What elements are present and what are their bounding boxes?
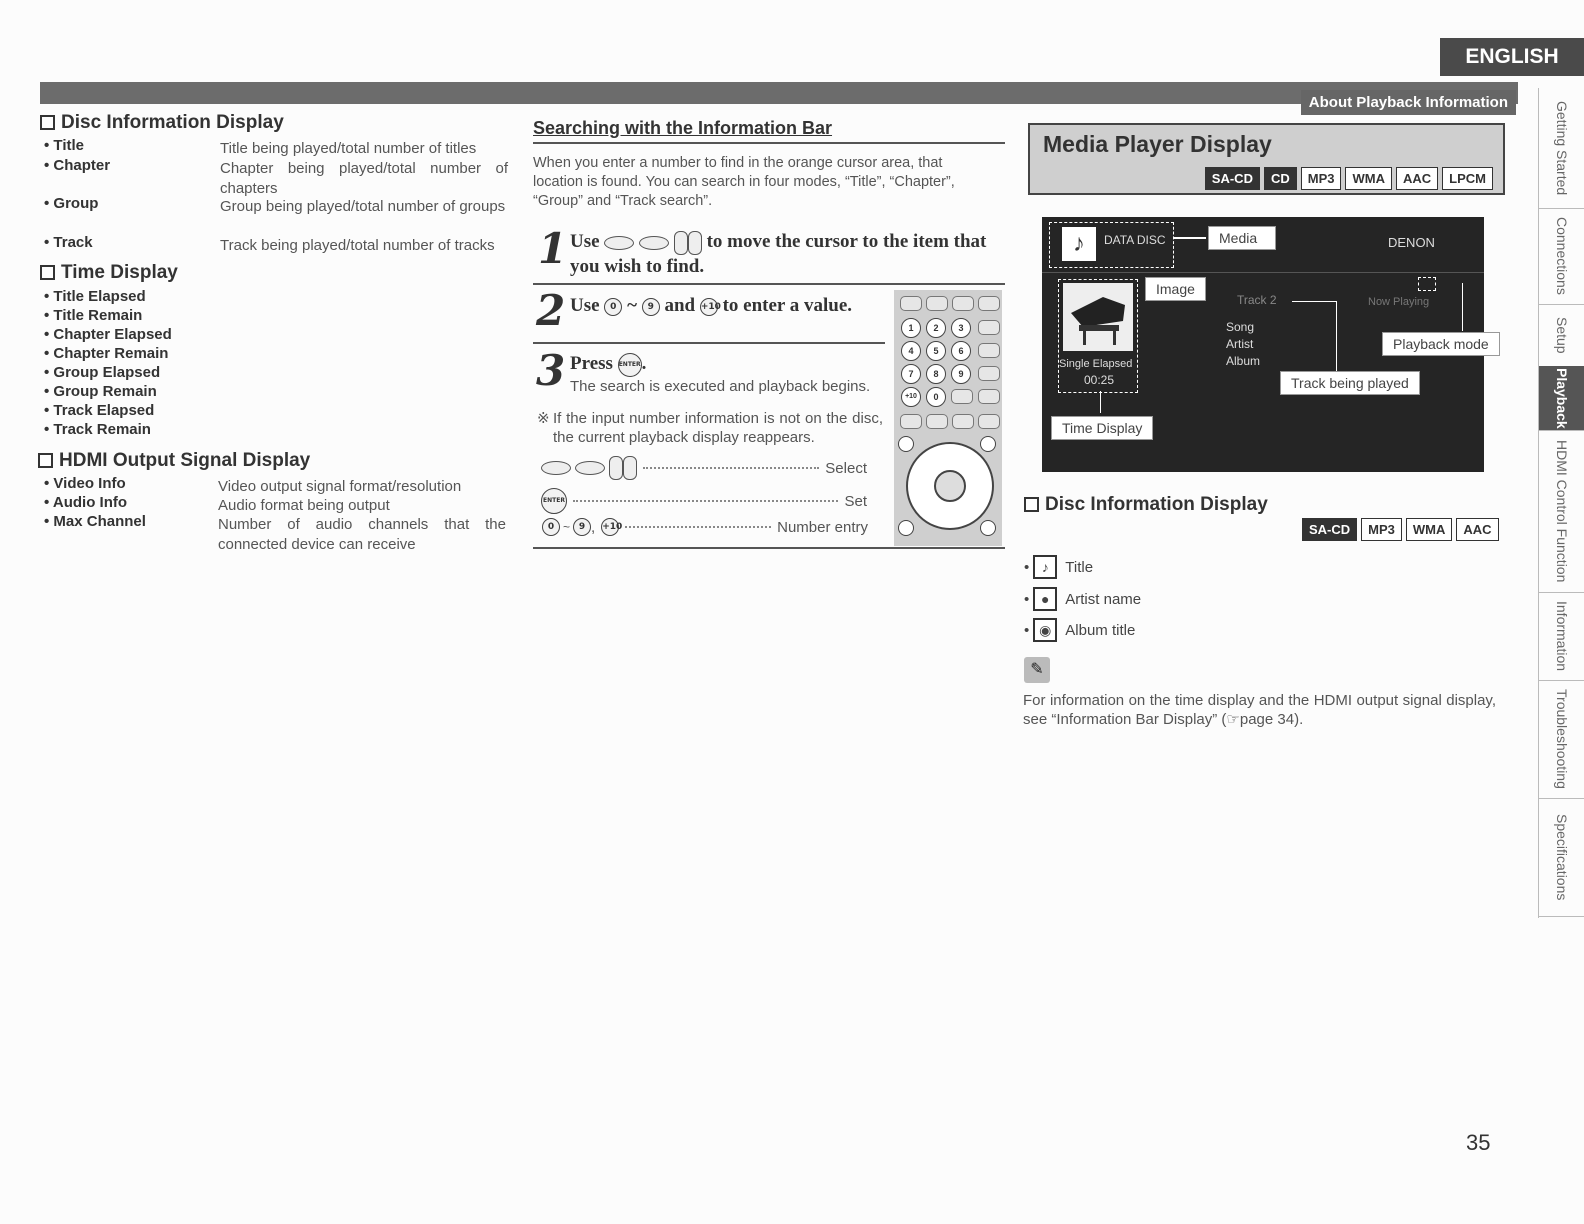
step2-text: Use 0 ~ 9 and +10 to enter a value. xyxy=(570,295,853,316)
divider xyxy=(1042,272,1484,273)
callout-line xyxy=(1292,301,1336,302)
desc-audio-info: Audio format being output xyxy=(218,497,390,514)
remote-button xyxy=(898,436,914,452)
disc-label: DATA DISC xyxy=(1104,233,1166,247)
nine-button-icon: 9 xyxy=(573,518,591,536)
disc-info-note: For information on the time display and the HDMI output signal display, see “Information Bar Display” (☞page 34). xyxy=(1023,692,1496,728)
divider xyxy=(533,342,885,344)
checkbox-icon xyxy=(40,265,55,280)
time-item: • Chapter Remain xyxy=(44,345,169,362)
remote-button xyxy=(926,414,948,429)
term-track: • Track xyxy=(44,234,93,251)
brand-label: DENON xyxy=(1388,235,1435,250)
callout-line xyxy=(1100,391,1101,413)
remote-key-2: 2 xyxy=(926,318,946,338)
remote-key-8: 8 xyxy=(926,364,946,384)
format-badges xyxy=(1201,167,1493,190)
step-number: 3 xyxy=(536,346,566,395)
page-reference-icon: ☞ xyxy=(1226,711,1240,728)
artist-label: Artist xyxy=(1226,337,1254,351)
enter-button-icon: ENTER xyxy=(541,488,567,514)
plus10-button-icon: +10 xyxy=(601,518,619,536)
remote-button xyxy=(978,320,1000,335)
term-audio-info: • Audio Info xyxy=(44,494,128,511)
divider xyxy=(533,283,1005,285)
enter-button-icon xyxy=(934,470,966,502)
term-video-info: • Video Info xyxy=(44,475,126,492)
time-label: Single Elapsed xyxy=(1059,358,1133,370)
remote-key-9: 9 xyxy=(951,364,971,384)
language-tab: ENGLISH xyxy=(1440,38,1584,76)
desc-video-info: Video output signal format/resolution xyxy=(218,478,462,495)
piano-icon xyxy=(1063,283,1133,351)
badge-wma: WMA xyxy=(1406,518,1453,541)
badge-mp3: MP3 xyxy=(1361,518,1402,541)
side-tab-setup[interactable]: Setup xyxy=(1539,304,1584,367)
checkbox-icon xyxy=(38,453,53,468)
now-playing-label: Now Playing xyxy=(1368,296,1430,308)
up-arrow-button-icon xyxy=(604,236,634,250)
media-player-title: Media Player Display xyxy=(1043,131,1272,157)
step-number: 1 xyxy=(538,224,568,273)
disc-info-heading: Disc Information Display xyxy=(40,112,284,134)
media-player-title-box xyxy=(1028,123,1505,195)
time-item: • Chapter Elapsed xyxy=(44,326,172,343)
enter-button-icon: ENTER xyxy=(618,353,642,377)
side-tab-specifications[interactable]: Specifications xyxy=(1539,798,1584,917)
right-arrow-button-icon xyxy=(623,456,637,480)
play-mode-icon xyxy=(1418,277,1436,291)
time-item: • Title Elapsed xyxy=(44,288,146,305)
step3-sub: The search is executed and playback begins. xyxy=(570,378,871,395)
page-number: 35 xyxy=(1466,1130,1491,1155)
remote-key-4: 4 xyxy=(901,341,921,361)
right-arrow-button-icon xyxy=(688,231,702,255)
song-label: Song xyxy=(1226,320,1255,334)
disc-info-heading-2: Disc Information Display xyxy=(1024,494,1268,516)
left-arrow-button-icon xyxy=(674,231,688,255)
time-value: 00:25 xyxy=(1084,373,1115,387)
zero-button-icon: 0 xyxy=(542,518,560,536)
section-label: About Playback Information xyxy=(1301,90,1516,115)
desc-group: Group being played/total number of groups xyxy=(220,198,506,215)
hdmi-heading: HDMI Output Signal Display xyxy=(38,450,310,472)
step1-text: Use to move the cursor to the item that you wish to find. xyxy=(570,231,987,277)
legend-select: Select xyxy=(541,456,867,480)
badge-aac: AAC xyxy=(1396,167,1438,190)
side-tab-troubleshooting[interactable]: Troubleshooting xyxy=(1539,680,1584,799)
dotted-leader xyxy=(573,500,838,502)
nine-button-icon: 9 xyxy=(642,298,660,316)
pencil-note-icon: ✎ xyxy=(1024,657,1050,683)
remote-button xyxy=(900,414,922,429)
info-item-title: • ♪ Title xyxy=(1024,555,1093,579)
up-arrow-button-icon xyxy=(541,461,571,475)
search-heading: Searching with the Information Bar xyxy=(533,118,833,138)
remote-button xyxy=(926,296,948,311)
artist-icon: ● xyxy=(1033,587,1057,611)
badge-sa-cd: SA-CD xyxy=(1302,518,1357,541)
format-badges-2 xyxy=(1298,518,1499,541)
album-label: Album xyxy=(1226,354,1261,368)
term-max-channel: • Max Channel xyxy=(44,513,146,530)
remote-button xyxy=(978,414,1000,429)
callout-image: Image xyxy=(1145,277,1206,301)
callout-arrow xyxy=(1174,237,1206,239)
remote-button xyxy=(898,520,914,536)
remote-button xyxy=(952,414,974,429)
header-bar xyxy=(40,82,1518,104)
side-tab-playback[interactable]: Playback xyxy=(1539,366,1584,431)
remote-key-6: 6 xyxy=(951,341,971,361)
remote-button xyxy=(900,296,922,311)
album-art-image xyxy=(1063,283,1133,351)
search-intro: When you enter a number to find in the orange cursor area, that location is found. You can search in four modes, “Title”, “Chapter”, “Group” and “Track search”. xyxy=(533,155,955,209)
callout-track-being-played: Track being played xyxy=(1280,371,1420,395)
track-label: Track 2 xyxy=(1237,293,1277,307)
badge-aac: AAC xyxy=(1456,518,1498,541)
badge-mp3: MP3 xyxy=(1301,167,1342,190)
time-item: • Track Elapsed xyxy=(44,402,155,419)
step-number: 2 xyxy=(536,286,566,335)
info-item-album: • ◉ Album title xyxy=(1024,618,1135,642)
time-item: • Group Remain xyxy=(44,383,157,400)
badge-sa-cd: SA-CD xyxy=(1205,167,1260,190)
desc-chapter: Chapter being played/total number of chapters xyxy=(220,160,508,197)
time-display-heading: Time Display xyxy=(40,262,178,284)
badge-cd: CD xyxy=(1264,167,1297,190)
callout-time-display: Time Display xyxy=(1051,416,1153,440)
dotted-leader xyxy=(643,467,819,469)
album-icon: ◉ xyxy=(1033,618,1057,642)
callout-playback-mode: Playback mode xyxy=(1382,332,1500,356)
music-note-icon: ♪ xyxy=(1033,555,1057,579)
divider xyxy=(533,142,1005,144)
remote-key-7: 7 xyxy=(901,364,921,384)
side-tab-information[interactable]: Information xyxy=(1539,592,1584,681)
search-note: If the input number information is not on the disc, the current playback display reappears. xyxy=(553,410,883,446)
remote-key-0: 0 xyxy=(926,387,946,407)
badge-lpcm: LPCM xyxy=(1442,167,1493,190)
side-tab-connections[interactable]: Connections xyxy=(1539,208,1584,305)
remote-control-illustration xyxy=(894,290,1002,546)
side-tab-bar xyxy=(1538,88,1584,918)
remote-button xyxy=(980,520,996,536)
info-item-artist: • ● Artist name xyxy=(1024,587,1141,611)
remote-button xyxy=(978,296,1000,311)
zero-button-icon: 0 xyxy=(604,298,622,316)
remote-key-5: 5 xyxy=(926,341,946,361)
term-chapter: • Chapter xyxy=(44,157,111,174)
remote-button xyxy=(978,343,1000,358)
callout-line xyxy=(1462,283,1463,331)
time-item: • Title Remain xyxy=(44,307,143,324)
time-item: • Group Elapsed xyxy=(44,364,161,381)
checkbox-icon xyxy=(1024,497,1039,512)
desc-track: Track being played/total number of tracks xyxy=(220,237,495,254)
remote-key-1: 1 xyxy=(901,318,921,338)
remote-key-plus10: +10 xyxy=(901,387,921,407)
divider xyxy=(533,547,1005,549)
legend-number-entry: 0 ~ 9 , +10 Number entry xyxy=(542,518,868,536)
term-group: • Group xyxy=(44,195,99,212)
plus10-button-icon: +10 xyxy=(700,298,718,316)
side-tab-hdmi-control[interactable]: HDMI Control Function xyxy=(1539,430,1584,593)
term-title: • Title xyxy=(44,137,84,154)
remote-button xyxy=(978,389,1000,404)
remote-button xyxy=(978,366,1000,381)
remote-button xyxy=(952,296,974,311)
note-mark: ※ xyxy=(537,410,550,427)
legend-set: ENTER Set xyxy=(541,488,867,514)
left-arrow-button-icon xyxy=(609,456,623,480)
side-tab-getting-started[interactable]: Getting Started xyxy=(1539,88,1584,209)
callout-media: Media xyxy=(1208,226,1276,250)
dotted-leader xyxy=(625,526,771,528)
music-note-icon: ♪ xyxy=(1062,227,1096,261)
checkbox-icon xyxy=(40,115,55,130)
remote-button xyxy=(951,389,973,404)
time-item: • Track Remain xyxy=(44,421,151,438)
badge-wma: WMA xyxy=(1345,167,1392,190)
desc-max-channel: Number of audio channels that the connected device can receive xyxy=(218,516,506,553)
down-arrow-button-icon xyxy=(639,236,669,250)
step3-text: Press ENTER. xyxy=(570,352,646,377)
down-arrow-button-icon xyxy=(575,461,605,475)
desc-title: Title being played/total number of titles xyxy=(220,140,477,157)
remote-button xyxy=(980,436,996,452)
remote-key-3: 3 xyxy=(951,318,971,338)
